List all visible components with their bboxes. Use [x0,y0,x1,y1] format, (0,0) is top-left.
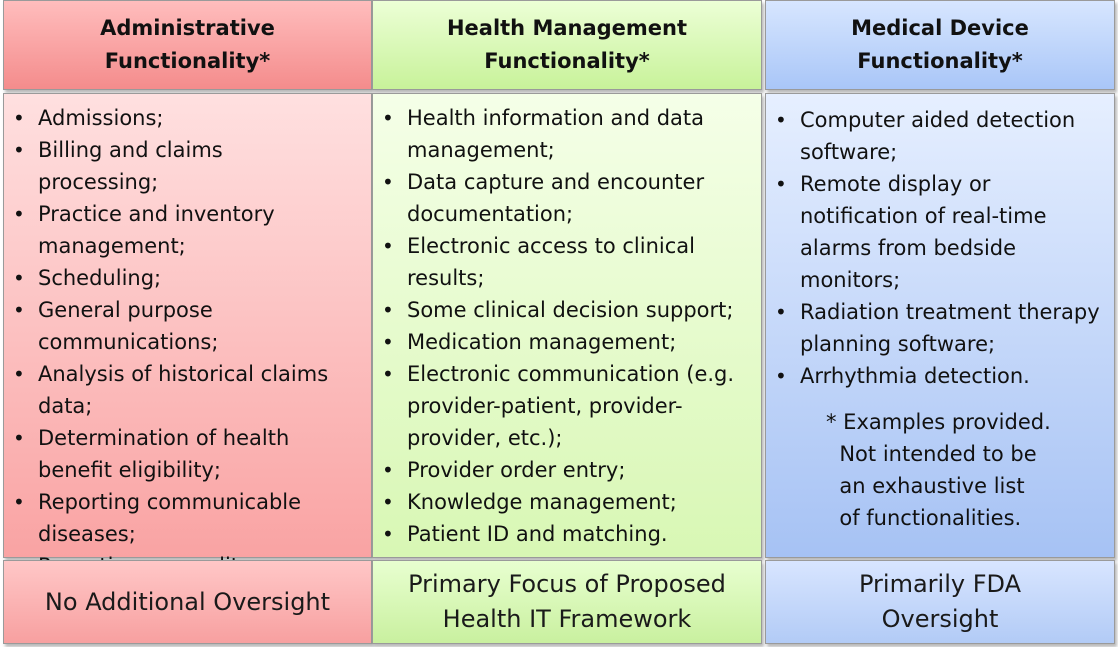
list-item: • Practice and inventory management; [4,198,288,262]
list-item: • Some clinical decision support; [373,294,767,326]
footer-health-management-text: Primary Focus of Proposed Health IT Framework [408,570,726,633]
header-medical-device [765,0,1115,90]
list-item: • Remote display or notification of real-time alarms from bedside monitors; [766,168,1070,296]
list-item: • Provider order entry; [373,454,761,486]
header-health-management-text: Health Management Functionality* [446,16,688,73]
list-item: • Radiation treatment therapy planning software; [766,296,1105,360]
column-medical-device [765,0,1115,647]
list-item: • Billing and claims processing; [4,134,349,198]
footer-health-management [372,560,762,644]
list-item: • Computer aided detection software; [766,104,1090,168]
footer-administrative [3,560,372,644]
list-item: • Electronic communication (e.g. provider-patient, provider-provider, etc.); [373,358,737,454]
list-item: • Scheduling; [4,262,349,294]
list-item: • Knowledge management; [373,486,761,518]
list-item: • Patient ID and matching. [373,518,761,550]
list-health-management [373,102,761,550]
list-medical-device [766,104,1114,392]
header-health-management [372,0,762,90]
column-administrative [3,0,372,647]
list-administrative [4,102,349,582]
header-medical-device-text: Medical Device Functionality* [851,16,1029,73]
body-health-management [372,93,762,558]
footer-medical-device-text: Primarily FDA Oversight [859,570,1021,633]
list-item: • Health information and data management; [373,102,717,166]
list-item: • General purpose communications; [4,294,238,358]
list-item: • Determination of health benefit eligibility; [4,422,308,486]
list-item: • Medication management; [373,326,761,358]
footer-medical-device [765,560,1115,644]
list-item: • Admissions; [4,102,349,134]
examples-note: * Examples provided. Not intended to be an exhaustive list of functionalities. [826,410,1051,530]
list-item: • Arrhythmia detection. [766,360,1114,392]
list-item: • Reporting communicable diseases; [4,486,328,550]
footer-administrative-text: No Additional Oversight [44,587,331,616]
list-item: • Data capture and encounter documentation; [373,166,717,230]
column-health-management [372,0,762,647]
list-item: • Analysis of historical claims data; [4,358,338,422]
list-item: • Electronic access to clinical results; [373,230,707,294]
body-medical-device [765,93,1115,558]
body-administrative [3,93,372,558]
header-administrative-text: Administrative Functionality* [100,16,275,73]
header-administrative [3,0,372,90]
